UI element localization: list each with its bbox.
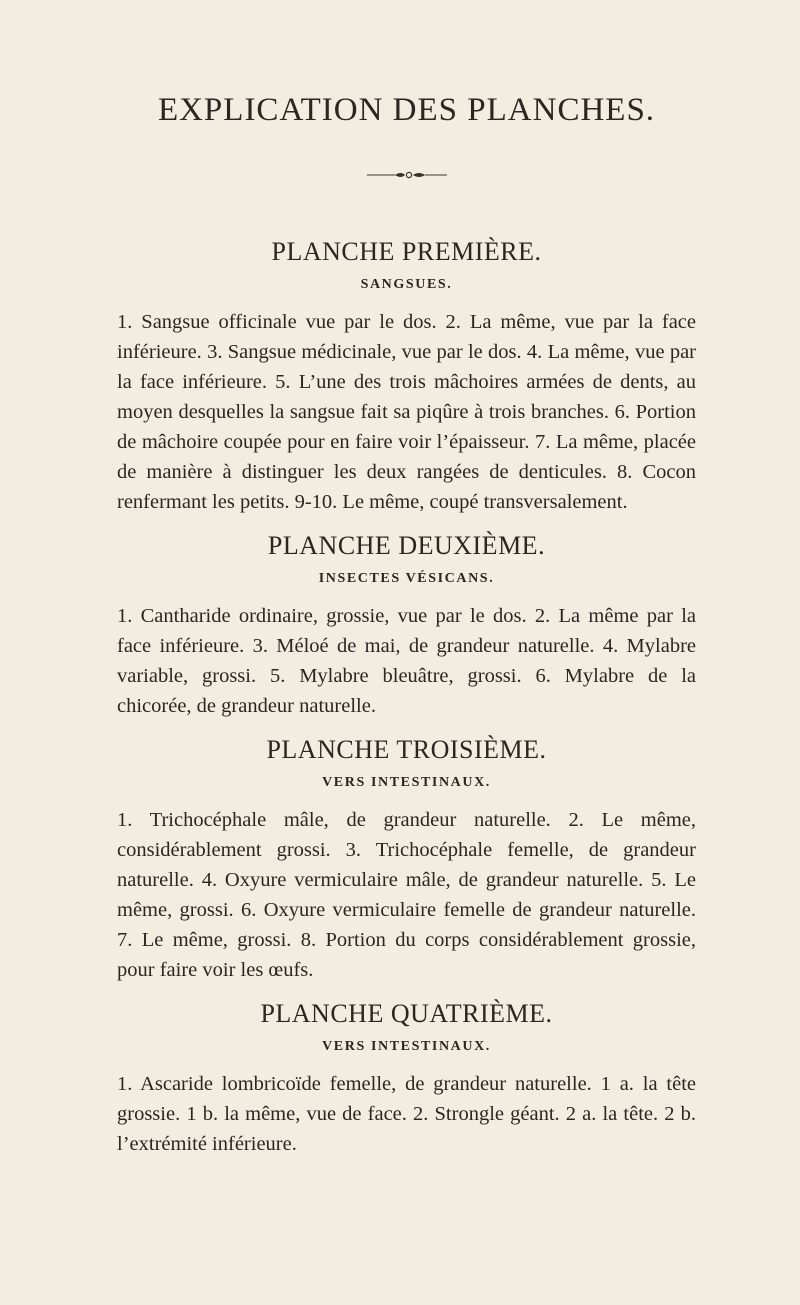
plate-subtitle: VERS INTESTINAUX. <box>322 1039 491 1054</box>
plate-description: 1. Trichocéphale mâle, de grandeur naturelle. 2. Le même, considérablement grossi. 3. Trichocéphale femelle, de grandeur naturelle. 4. Oxyure vermiculaire mâle, de grandeur naturelle. 5. Le même, grossi. 6. Oxyure vermiculaire femelle de grandeur naturelle. 7. Le même, grossi. 8. Portion du corps considérablement grossie, pour faire voir les œufs. <box>117 809 696 981</box>
plate-section-3 <box>117 735 696 985</box>
document-title: EXPLICATION DES PLANCHES. <box>157 92 656 128</box>
plate-description: 1. Cantharide ordinaire, grossie, vue par le dos. 2. La même par la face inférieure. 3. Méloé de mai, de grandeur naturelle. 4. Mylabre variable, grossi. 5. Mylabre bleuâtre, grossi. 6. Mylabre de la chicorée, de grandeur naturelle. <box>117 605 696 717</box>
plate-section-1 <box>117 237 696 517</box>
plate-title: PLANCHE QUATRIÈME. <box>260 999 553 1028</box>
plate-subtitle: INSECTES VÉSICANS. <box>318 571 495 586</box>
plate-description: 1. Ascaride lombricoïde femelle, de grandeur naturelle. 1 a. la tête grossie. 1 b. la même, vue de face. 2. Strongle géant. 2 a. la tête. 2 b. l’extrémité inférieure. <box>117 1073 696 1155</box>
ornament-divider <box>367 169 447 181</box>
plate-section-4 <box>117 999 696 1159</box>
plate-description: 1. Sangsue officinale vue par le dos. 2. La même, vue par la face inférieure. 3. Sangsue médicinale, vue par le dos. 4. La même, vue par la face inférieure. 5. L’une des trois mâchoires armées de dents, au moyen desquelles la sangsue fait sa piqûre à trois branches. 6. Portion de mâchoire coupée pour en faire voir l’épaisseur. 7. La même, placée de manière à distinguer les deux rangées de denticules. 8. Cocon renfermant les petits. 9-10. Le même, coupé transversalement. <box>117 311 696 513</box>
plate-subtitle: SANGSUES. <box>360 277 453 292</box>
plate-title: PLANCHE TROISIÈME. <box>266 735 547 764</box>
plate-title: PLANCHE PREMIÈRE. <box>271 237 542 266</box>
plate-section-2 <box>117 531 696 721</box>
plate-title: PLANCHE DEUXIÈME. <box>267 531 546 560</box>
plate-subtitle: VERS INTESTINAUX. <box>322 775 491 790</box>
